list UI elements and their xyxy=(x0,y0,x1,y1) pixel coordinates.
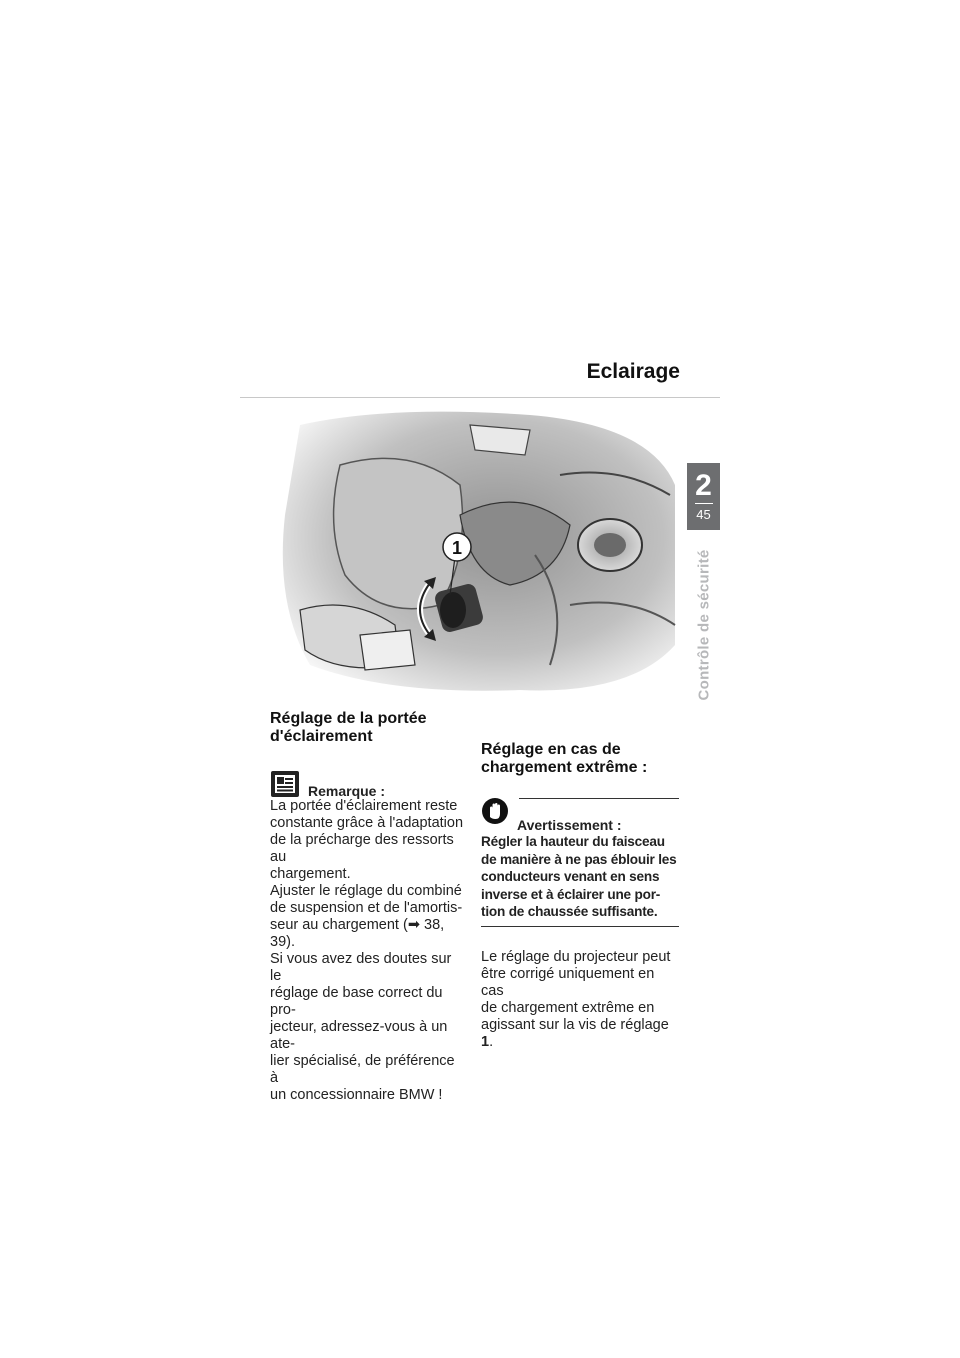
title-divider xyxy=(240,397,720,398)
page-number: 45 xyxy=(696,507,711,522)
headlight-adjustment-photo xyxy=(270,405,680,695)
chapter-tab xyxy=(687,463,720,530)
warning-top-rule xyxy=(519,798,679,799)
section-heading-range: Réglage de la portée d'éclairement xyxy=(270,710,427,745)
screw-reference: 1 xyxy=(481,1033,490,1050)
left-column xyxy=(270,710,464,1104)
section-heading-extreme-load: Réglage en cas de chargement extrême : xyxy=(481,741,648,776)
note-header xyxy=(270,770,464,798)
warning-box xyxy=(481,797,679,927)
hand-stop-icon xyxy=(481,797,509,825)
chapter-number: 2 xyxy=(695,469,712,502)
note-label: Remarque : xyxy=(308,783,386,799)
page-title: Eclairage xyxy=(586,360,680,383)
note-body: La portée d'éclairement reste constante grâce à l'adaptation de la précharge des ressorts au chargement. Ajuster le réglage du combiné de suspension et de l'amortis- seur au chargement (➡ 38, 39). Si vous avez des doutes sur le réglage de base correct du pro- jecteur, adressez-vous à un ate- lier spécialisé, de préférence à un concessionnaire BMW ! xyxy=(270,798,464,1103)
right-column xyxy=(481,741,679,1051)
warning-bottom-rule xyxy=(481,926,679,927)
warning-label: Avertissement : xyxy=(517,817,622,833)
note-icon xyxy=(270,770,300,798)
chapter-side-label: Contrôle de sécurité xyxy=(695,549,713,701)
warning-text: Régler la hauteur du faisceau de manière à ne pas éblouir les conducteurs venant en sens inverse et à éclairer une por- tion de chaussée suffisante. xyxy=(481,834,677,919)
extreme-load-body: Le réglage du projecteur peut être corrigé uniquement en cas de chargement extrême en agissant sur la vis de réglage 1. xyxy=(481,948,671,1050)
chapter-divider xyxy=(695,503,713,504)
callout-1: 1 xyxy=(451,538,463,558)
